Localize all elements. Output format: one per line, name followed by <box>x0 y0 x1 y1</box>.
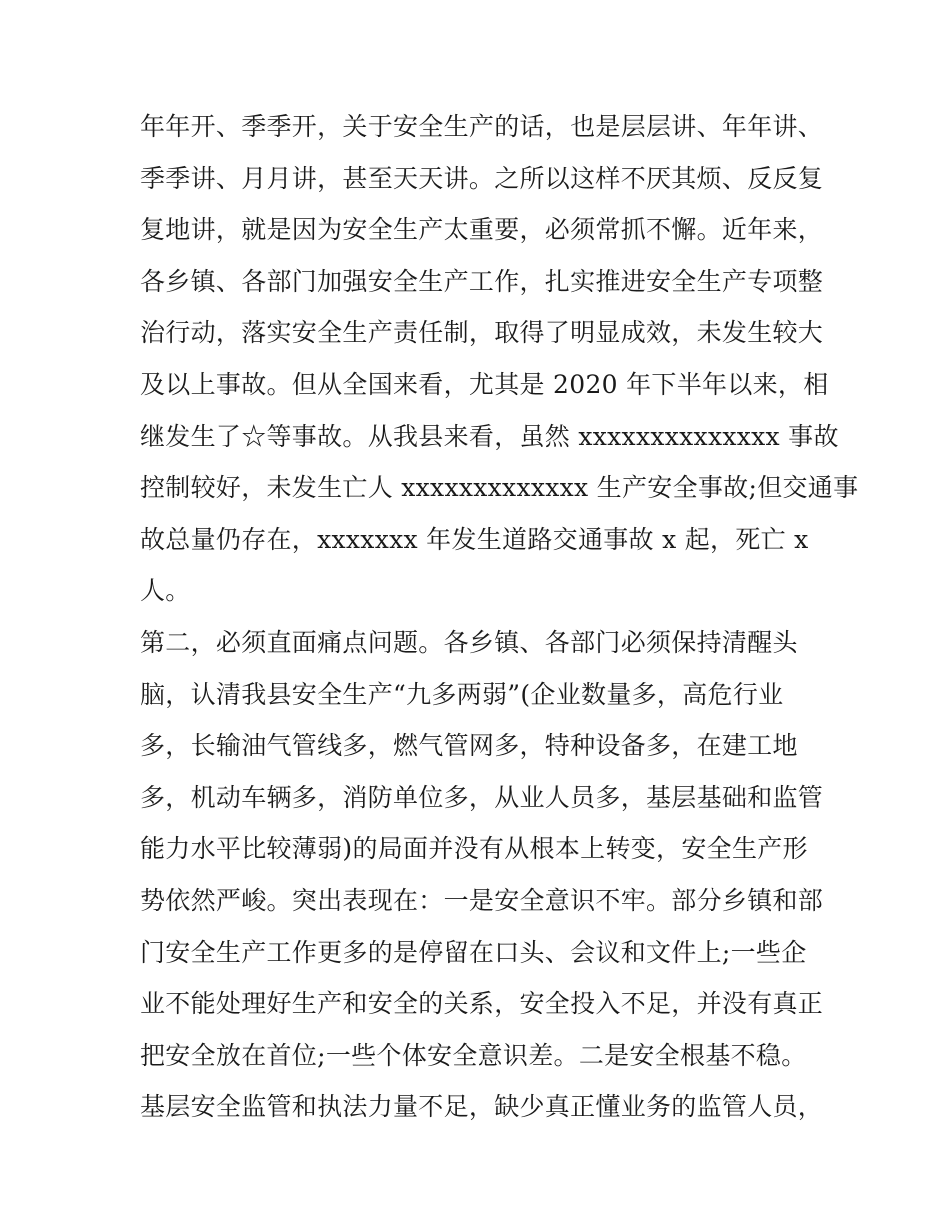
body-text <box>140 101 859 1133</box>
text-line: 能力水平比较薄弱)的局面并没有从根本上转变，安全生产形 <box>140 834 808 864</box>
text-line: 人。 <box>140 576 191 606</box>
text-line: 继发生了☆等事故。从我县来看，虽然 xxxxxxxxxxxxxx 事故 <box>140 421 839 451</box>
text-line: 控制较好，未发生亡人 xxxxxxxxxxxxx 生产安全事故;但交通事 <box>140 473 859 503</box>
text-line: 多，机动车辆多，消防单位多，从业人员多，基层基础和监管 <box>140 782 824 812</box>
text-line: 季季讲、月月讲，甚至天天讲。之所以这样不厌其烦、反反复 <box>140 163 824 193</box>
text-line: 把安全放在首位;一些个体安全意识差。二是安全根基不稳。 <box>140 1040 807 1070</box>
text-line: 多，长输油气管线多，燃气管网多，特种设备多，在建工地 <box>140 731 798 761</box>
text-line: 第二，必须直面痛点问题。各乡镇、各部门必须保持清醒头 <box>140 627 798 657</box>
text-line: 脑，认清我县安全生产“九多两弱”(企业数量多，高危行业 <box>140 679 784 709</box>
text-line: 复地讲，就是因为安全生产太重要，必须常抓不懈。近年来， <box>140 215 824 245</box>
text-line: 年年开、季季开，关于安全生产的话，也是层层讲、年年讲、 <box>140 112 824 141</box>
text-line: 及以上事故。但从全国来看，尤其是 2020 年下半年以来，相 <box>140 369 829 399</box>
text-line: 故总量仍存在，xxxxxxx 年发生道路交通事故 x 起，死亡 x <box>140 524 809 554</box>
text-line: 势依然严峻。突出表现在：一是安全意识不牢。部分乡镇和部 <box>140 885 824 915</box>
text-line: 基层安全监管和执法力量不足，缺少真正懂业务的监管人员， <box>140 1092 824 1122</box>
text-line: 门安全生产工作更多的是停留在口头、会议和文件上;一些企 <box>140 937 807 967</box>
text-line: 业不能处理好生产和安全的关系，安全投入不足，并没有真正 <box>140 989 824 1019</box>
text-line: 治行动，落实安全生产责任制，取得了明显成效，未发生较大 <box>140 318 824 348</box>
text-line: 各乡镇、各部门加强安全生产工作，扎实推进安全生产专项整 <box>140 266 824 296</box>
